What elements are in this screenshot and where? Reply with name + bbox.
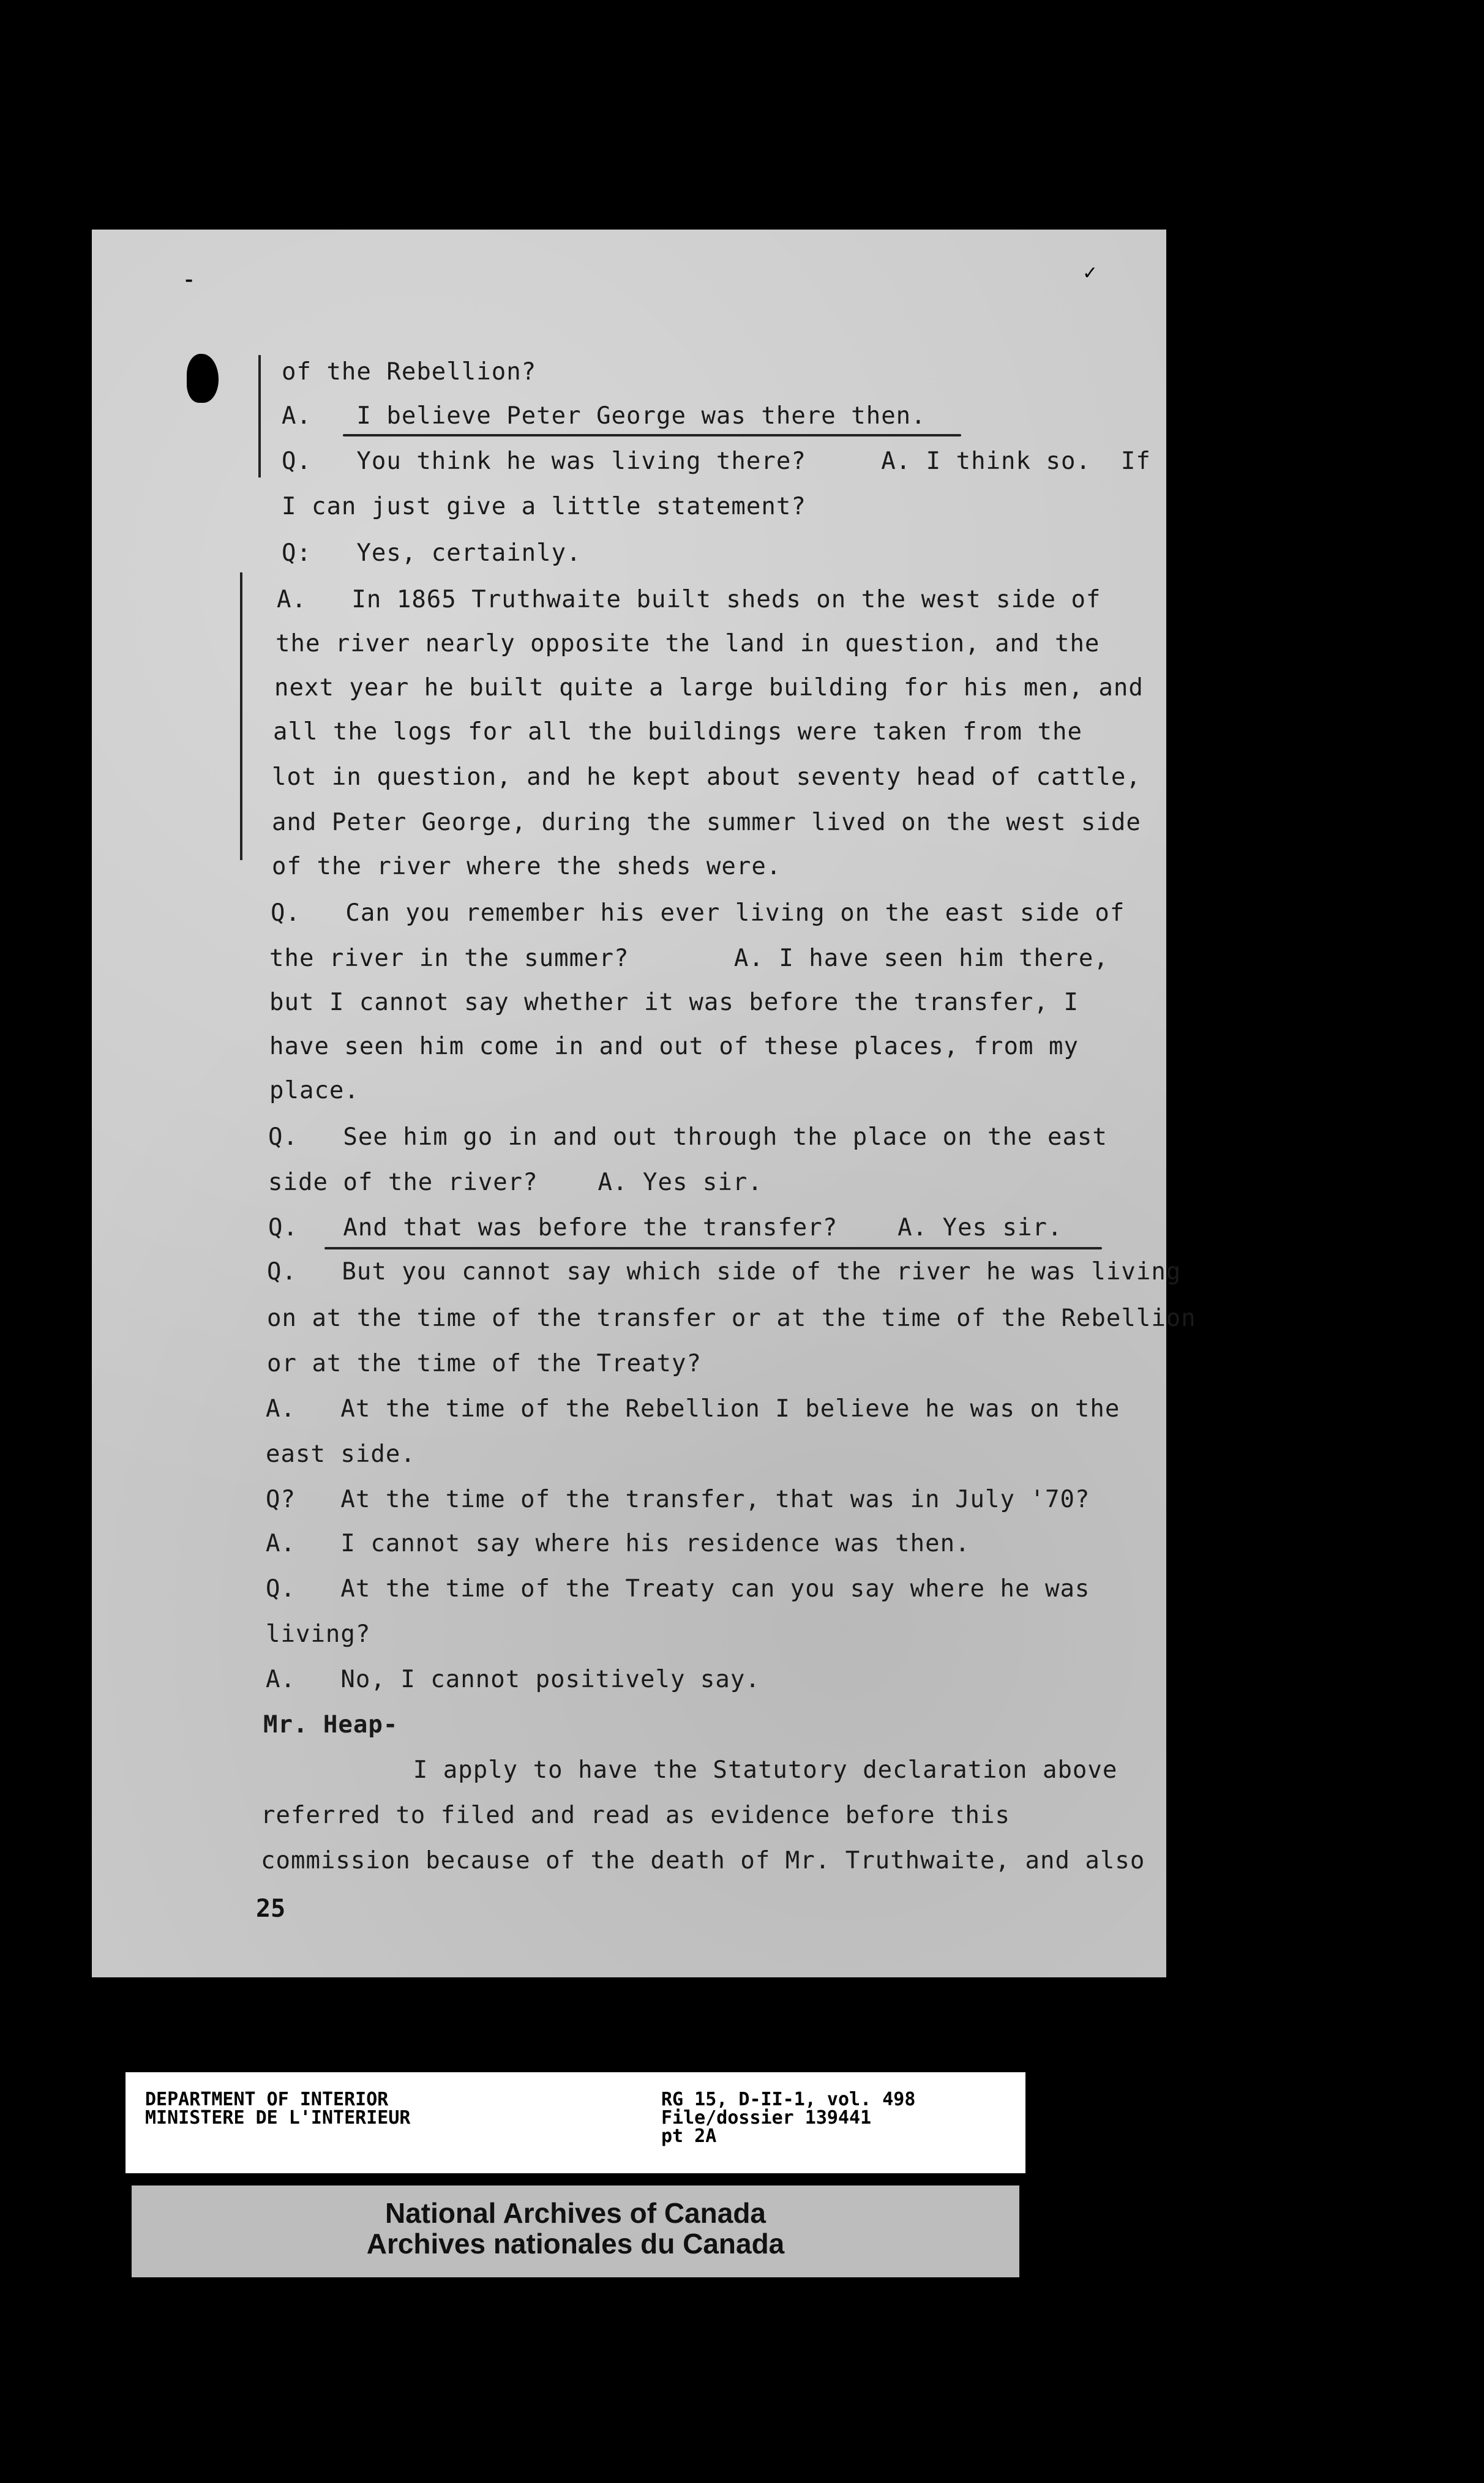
- document-page: [92, 230, 1196, 1977]
- ink-blot: [187, 354, 219, 403]
- archives-banner: [132, 2185, 1019, 2277]
- archives-name-english: National Archives of Canada: [384, 2197, 766, 2229]
- text-line: A. At the time of the Rebellion I believe he was on the: [266, 1395, 1120, 1423]
- text-line: east side.: [266, 1440, 416, 1468]
- corner-mark: ⁃: [184, 269, 194, 294]
- handwritten-underline: [324, 1247, 1102, 1249]
- text-line: Q? At the time of the transfer, that was in July '70?: [266, 1486, 1090, 1513]
- text-line: the river in the summer? A. I have seen him there,: [269, 945, 1109, 972]
- text-line: have seen him come in and out of these places, from my: [269, 1033, 1079, 1060]
- text-line: all the logs for all the buildings were taken from the: [273, 718, 1082, 746]
- text-line: Q: Yes, certainly.: [282, 539, 582, 567]
- text-line: Mr. Heap-: [263, 1711, 399, 1739]
- text-line: Q. You think he was living there? A. I think so. If: [282, 448, 1151, 475]
- archives-name-french: Archives nationales du Canada: [366, 2228, 785, 2260]
- text-line: the river nearly opposite the land in question, and the: [275, 630, 1100, 657]
- text-line: Q. See him go in and out through the place on the east: [268, 1123, 1107, 1151]
- text-line: referred to filed and read as evidence before this: [261, 1802, 1010, 1829]
- text-line: commission because of the death of Mr. Truthwaite, and also: [261, 1847, 1145, 1874]
- handwritten-underline: [343, 434, 961, 436]
- text-line: or at the time of the Treaty?: [267, 1350, 702, 1377]
- record-group-reference: RG 15, D-II-1, vol. 498: [661, 2089, 916, 2110]
- text-line: but I cannot say whether it was before the transfer, I: [269, 989, 1079, 1016]
- text-line: A. I believe Peter George was there then.: [282, 402, 926, 430]
- text-line: A. I cannot say where his residence was then.: [266, 1530, 970, 1557]
- margin-bracket-bottom: [240, 572, 242, 860]
- text-line: of the Rebellion?: [282, 358, 537, 386]
- text-line: A. No, I cannot positively say.: [266, 1666, 760, 1693]
- text-line: next year he built quite a large building for his men, and: [274, 674, 1144, 702]
- part-reference: pt 2A: [661, 2125, 717, 2147]
- text-line: I apply to have the Statutory declaration above: [263, 1756, 1118, 1784]
- text-line: living?: [266, 1620, 371, 1648]
- file-dossier-reference: File/dossier 139441: [661, 2107, 872, 2129]
- department-english: DEPARTMENT OF INTERIOR: [145, 2089, 389, 2110]
- text-line: of the river where the sheds were.: [272, 853, 782, 880]
- text-line: I can just give a little statement?: [282, 493, 806, 520]
- department-french: MINISTERE DE L'INTERIEUR: [145, 2107, 411, 2129]
- text-line: place.: [269, 1077, 359, 1104]
- margin-bracket-top: [258, 355, 261, 478]
- text-line: Q. Can you remember his ever living on the east side of: [271, 899, 1125, 927]
- text-line: Q. But you cannot say which side of the river he was living: [267, 1258, 1182, 1286]
- text-line: Q. At the time of the Treaty can you say where he was: [266, 1575, 1090, 1603]
- text-line: side of the river? A. Yes sir.: [268, 1169, 763, 1196]
- corner-mark: ✓: [1084, 260, 1096, 285]
- text-line: lot in question, and he kept about seventy head of cattle,: [272, 763, 1141, 791]
- text-line: A. In 1865 Truthwaite built sheds on the west side of: [277, 586, 1101, 613]
- text-line: and Peter George, during the summer lived on the west side: [272, 809, 1141, 836]
- text-line: on at the time of the transfer or at the time of the Rebellion: [267, 1305, 1196, 1332]
- archival-label-strip: [126, 2072, 1025, 2173]
- page-number: 25: [256, 1895, 286, 1923]
- text-line: Q. And that was before the transfer? A. Yes sir.: [268, 1214, 1063, 1242]
